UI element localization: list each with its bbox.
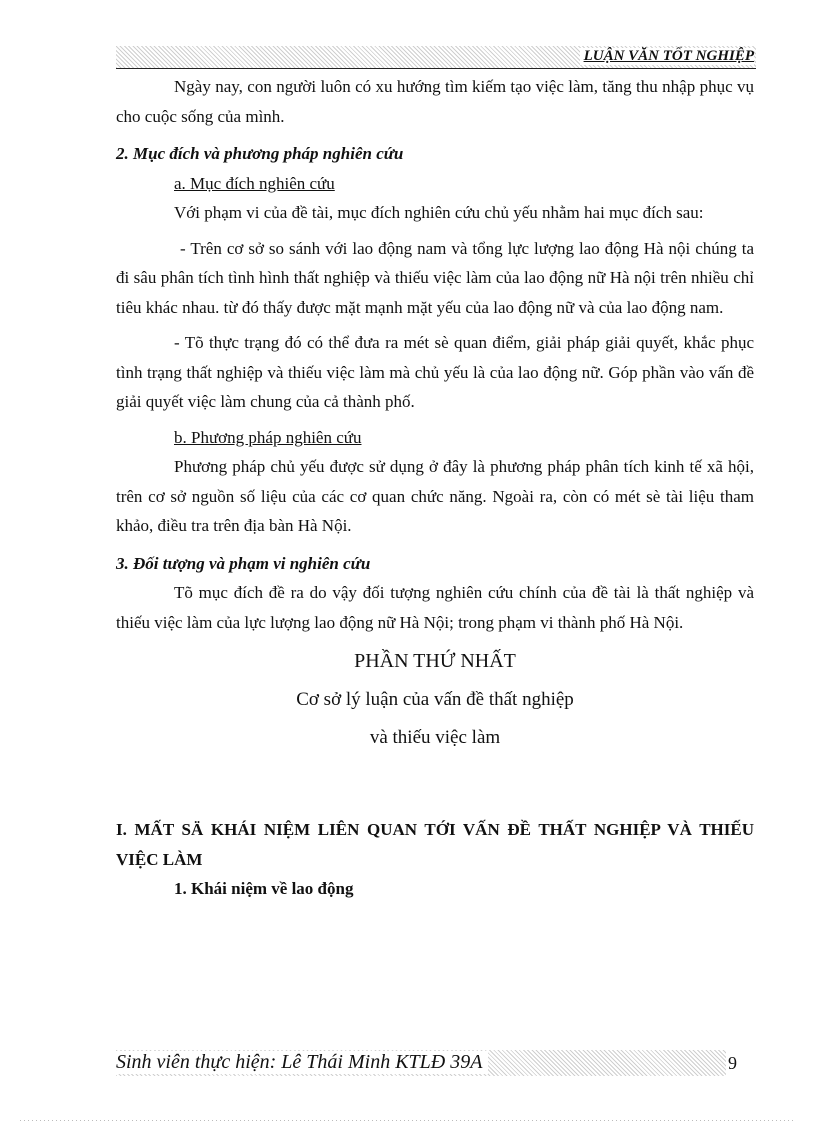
part-title: PHẦN THỨ NHẤT	[354, 650, 516, 672]
footer-author: Sinh viên thực hiện: Lê Thái Minh KTLĐ 39A	[116, 1051, 488, 1074]
part-subtitle-line-1: Cơ sở lý luận của vấn đề thất nghiệp	[296, 689, 574, 710]
purpose-paragraph: Với phạm vi của đề tài, mục đích nghiên cứu chủ yếu nhằm hai mục đích sau:	[174, 203, 704, 222]
intro-paragraph: Ngày nay, con người luôn có xu hướng tìm kiếm tạo việc làm, tăng thu nhập phục vụ cho cuộc sống của mình.	[116, 77, 754, 126]
part-subtitle-line-2: và thiếu việc làm	[369, 727, 501, 748]
bottom-dotted-edge	[20, 1120, 796, 1121]
page-content	[116, 72, 754, 904]
section-2-heading: 2. Mục đích và phương pháp nghiên cứu	[116, 144, 404, 163]
chapter-heading: I. MẤT SÄ KHÁI NIỆM LIÊN QUAN TỚI VẤN ĐỀ THẤT NGHIỆP VÀ THIẾU VIỆC LÀM	[116, 820, 754, 869]
section-2a-heading: a. Mục đích nghiên cứu	[174, 173, 335, 193]
header-rule	[116, 68, 756, 69]
purpose-item-1: - Trên cơ sở so sánh với lao động nam và tổng lực lượng lao động Hà nội chúng ta đi sâu phân tích tình hình thất nghiệp và thiếu việc làm của lao động nữ Hà nội trên nhiều chỉ tiêu khác nhau. từ đó thấy được mặt mạnh mặt yếu của lao động nữ và của lao động nam.	[116, 238, 754, 317]
running-header-title: LUẬN VĂN TỐT NGHIỆP	[580, 48, 754, 65]
concept-heading: 1. Khái niệm về lao động	[174, 879, 354, 898]
purpose-item-2: - Tõ thực trạng đó có thể đưa ra mét sè quan điểm, giải pháp giải quyết, khắc phục tình trạng thất nghiệp và thiếu việc làm mà chủ yếu là của lao động nữ. Góp phần vào vấn đề giải quyết việc làm chung của cả thành phố.	[116, 333, 754, 411]
method-paragraph: Phương pháp chủ yếu được sử dụng ở đây là phương pháp phân tích kinh tế xã hội, trên cơ sở nguồn số liệu của các cơ quan chức năng. Ngoài ra, còn có mét sè tài liệu tham khảo, điều tra trên địa bàn Hà Nội.	[116, 457, 754, 535]
section-3-heading: 3. Đối tượng và phạm vi nghiên cứu	[116, 553, 371, 573]
scope-paragraph: Tõ mục đích đề ra do vậy đối tượng nghiên cứu chính của đề tài là thất nghiệp và thiếu việc làm của lực lượng lao động nữ Hà Nội; trong phạm vi thành phố Hà Nội.	[116, 583, 754, 632]
section-2b-heading: b. Phương pháp nghiên cứu	[174, 427, 362, 447]
page-number: 9	[728, 1053, 737, 1073]
